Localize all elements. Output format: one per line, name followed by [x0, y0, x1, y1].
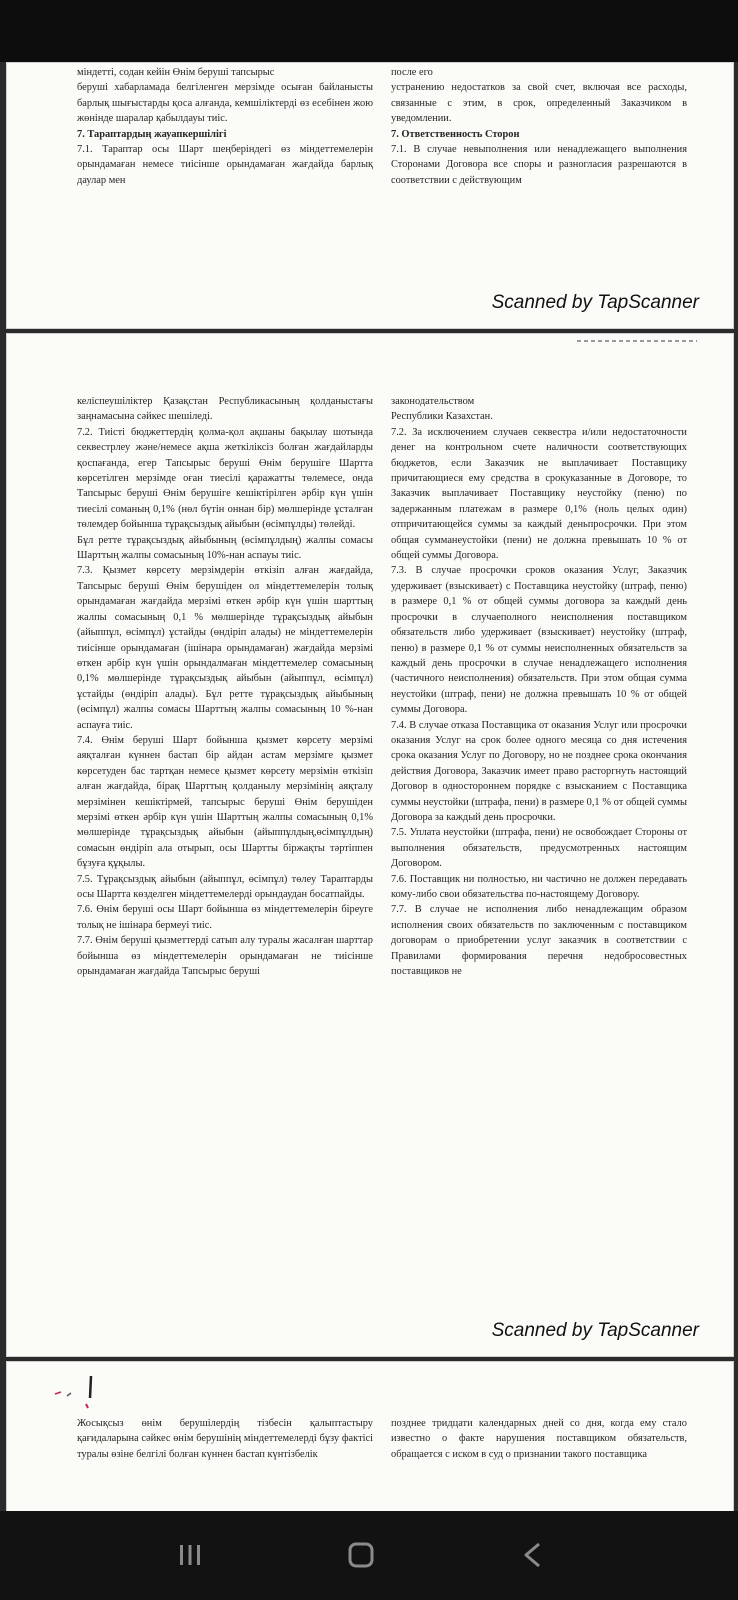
- scanner-watermark: Scanned by TapScanner: [491, 1320, 699, 1341]
- scanned-page-3: [6, 1361, 734, 1513]
- paragraph: міндетті, содан кейін Өнім беруші тапсырыс: [77, 67, 275, 78]
- status-bar: [0, 0, 738, 62]
- paragraph: 7.4. Өнім беруші Шарт бойынша қызмет көрсету мерзімі аяқталған күннен бастап бір айдан астам мерзімге қызмет көрсетуден бас тартқан немесе қызмет көрсету мерзімін өткізіп алған жағдайда, бірақ Шарттың қолданылу мерзімінің аяқталу мерзімінен кешіктірмей, тапсырыс беруші Өнім берушіден мерзімі өткен әрбір күн үшін Шарттың жалпы сомасының 0,1% мөлшерінде тұрақсыздық айыбын (айыппұлдың,өсімпұлдың) сомасын өндіріп ала отырып, осы Шартты біржақты тәртіппен бұзуға құқылы.: [77, 734, 373, 870]
- paragraph: Жосықсыз өнім берушілердің тізбесін қалыптастыру қағидаларына сәйкес өнім берушінің міндеттемелерді бұзу фактісі туралы өзіне белгілі болған күннен бастап күнтізбелік: [77, 1418, 373, 1460]
- section-heading: 7. Тараптардың жауапкершілігі: [77, 128, 227, 140]
- paragraph: позднее тридцати календарных дней со дня, когда ему стало известно о факте нарушения поставщиком обязательств, обращается с иском в суд о признании такого поставщика: [391, 1418, 687, 1460]
- section-heading: 7. Ответственность Сторон: [391, 128, 520, 140]
- paragraph: устранению недостатков за свой счет, включая все расходы, связанные с этим, в срок, определенный Заказчиком в уведомлении.: [391, 82, 687, 125]
- paragraph: 7.3. В случае просрочки сроков оказания Услуг, Заказчик удерживает (взыскивает) с Поставщика неустойку (штраф, пеню) в размере 0,1 % от общей суммы договора за каждый день просрочки в случаеполного неисполнения поставщиком обязательств либо удерживает (взыскивает) неустойку (штраф, пеню) в размере 0,1 % от суммы неисполненных обязательств за каждый день просрочки в случае ненадлежащего исполнения (частичного неисполнения) обязательств. При этом общая сумма неустойки (штраф, пени) не должна превышать 10 % от общей суммы Договора.: [391, 565, 687, 716]
- paragraph: 7.1. В случае невыполнения или ненадлежащего выполнения Сторонами Договора все споры и разногласия разрешаются в соответствии с действующим: [391, 144, 687, 186]
- paragraph: 7.1. Тараптар осы Шарт шеңберіндегі өз міндеттемелерін орындамаған немесе тиісінше орындамаған жағдайда барлық даулар мен: [77, 144, 373, 186]
- column-russian: [391, 394, 687, 979]
- paragraph: 7.2. За исключением случаев секвестра и/или недостаточности денег на контрольном счете наличности соответствующих бюджетов, если Заказчик не выплачивает Поставщику причитающиеся ему средства в срокуказанные в Договоре, то Заказчик выплачивает Поставщику неустойку (пеню) по задержанным платежам в размере 0,1% (ноль целых один) отпричитающейся суммы за каждый деньпросрочки. При этом общая сумманеустойки (пени) не должна превышать 10 % от общей суммы Договора.: [391, 426, 687, 562]
- paragraph: 7.7. Өнім беруші қызметтерді сатып алу туралы жасалған шарттар бойынша өз міндеттемелерін орындамаған не тиісінше орындамаған жағдайда Тапсырыс беруші: [77, 935, 373, 978]
- scanned-page-1: [6, 62, 734, 329]
- column-kazakh: [77, 1416, 373, 1462]
- paragraph: 7.6. Өнім беруші осы Шарт бойынша өз міндеттемелерін біреуге толық не ішінара бермеуі тиіс.: [77, 904, 373, 931]
- paragraph: келіспеушіліктер Қазақстан Республикасының қолданыстағы заңнамасына сәйкес шешіледі.: [77, 396, 373, 423]
- paragraph: 7.7. В случае не исполнения либо ненадлежащим образом исполнения своих обязательств по заключенным с поставщиком договорам о приобретении услуг заказчик в соответствии с Правилами формирования перечня недобросовестных поставщиков не: [391, 904, 687, 978]
- pen-mark-icon: [51, 1372, 97, 1412]
- paragraph: 7.4. В случае отказа Поставщика от оказания Услуг или просрочки оказания Услуг на срок более одного месяца со дня истечения срока оказания Услуг по Договору, но не позднее срока окончания действия Договора, Заказчик имеет право расторгнуть настоящий Договор в одностороннем порядке с взысканием с Поставщика суммы неустойки (штрафа, пени) в размере 0,1 % от общей суммы Договора за каждый день просрочки.: [391, 719, 687, 823]
- paragraph: Бұл ретте тұрақсыздық айыбының (өсімпұлдың) жалпы сомасы Шарттың жалпы сомасының 10%-нан аспауы тиіс.: [77, 534, 373, 562]
- home-icon[interactable]: [343, 1537, 379, 1573]
- paragraph: законодательством: [391, 396, 475, 407]
- back-icon[interactable]: [515, 1537, 551, 1573]
- paragraph: 7.3. Қызмет көрсету мерзімдерін өткізіп алған жағдайда, Тапсырыс беруші Өнім берушіден ол міндеттемелерін толық орындамаған жағдайда мерзімі өткен әрбір күн үшін шарттың жалпы сомасының 0,1 % мөлшерінде тұрақсыздық айыбын (айыппұл, өсімпұл) ұстайды (өндіріп алады) не міндеттемелерін тиісінше орындамаған (ішінара орындамаған) жағдайда мерзімі өткен әрбір күн үшін орындалмаған міндеттемелер сомасының 0,1% мөлшерінде тұрақсыздық айыбын (айыппұл, өсімпұл) ұстайды (өндіріп алады). Бұл ретте тұрақсыздық айыбының (өсімпұл) жалпы сомасы Шарттың жалпы сомасының 10 %-нан аспауға тиіс.: [77, 565, 373, 731]
- column-kazakh: [77, 394, 373, 979]
- navigation-bar: [0, 1511, 738, 1600]
- column-russian: [391, 1416, 687, 1462]
- scanner-watermark: Scanned by TapScanner: [491, 292, 699, 313]
- paragraph: Республики Казахстан.: [391, 411, 493, 423]
- paragraph: 7.5. Тұрақсыздық айыбын (айыппұл, өсімпұл) төлеу Тараптарды осы Шартта көзделген міндеттемелерді орындаудан босатпайды.: [77, 873, 373, 900]
- paragraph: беруші хабарламада белгіленген мерзімде осыған байланысты барлық шығыстарды қоса алғанда, кемшіліктерді өз есебінен жою жөнінде шаралар қабылдауы тиіс.: [77, 82, 373, 125]
- paragraph: после его: [391, 67, 433, 78]
- scanned-page-2: [6, 333, 734, 1357]
- column-russian: [391, 65, 687, 188]
- recent-apps-icon[interactable]: [172, 1537, 208, 1573]
- paragraph: 7.5. Уплата неустойки (штрафа, пени) не освобождает Стороны от выполнения обязательств, предусмотренных настоящим Договором.: [391, 827, 687, 870]
- scan-artifact-line: [577, 340, 697, 342]
- paragraph: 7.2. Тиісті бюджеттердің қолма-қол ақшаны бақылау шотында секвестрлеу және/немесе ақша жеткіліксіз болған жағдайларды қоспағанда, егер Тапсырыс беруші Өнім берушіге Шартта көрсетілген мерзімде оған тиесілі қаражатты төлемесе, онда Тапсырыс беруші Өнім берушіге кешіктірілген әрбір күн үшін тиесілі соманың 0,1% (нөл бүтін оннан бір) мөлшерінде ұсталған төлемдер бойынша тұрақсыздық айыбын (өсімпұлды) төлейді.: [77, 426, 373, 531]
- column-kazakh: [77, 65, 373, 188]
- paragraph: 7.6. Поставщик ни полностью, ни частично не должен передавать кому-либо свои обязательства по-настоящему Договору.: [391, 873, 687, 900]
